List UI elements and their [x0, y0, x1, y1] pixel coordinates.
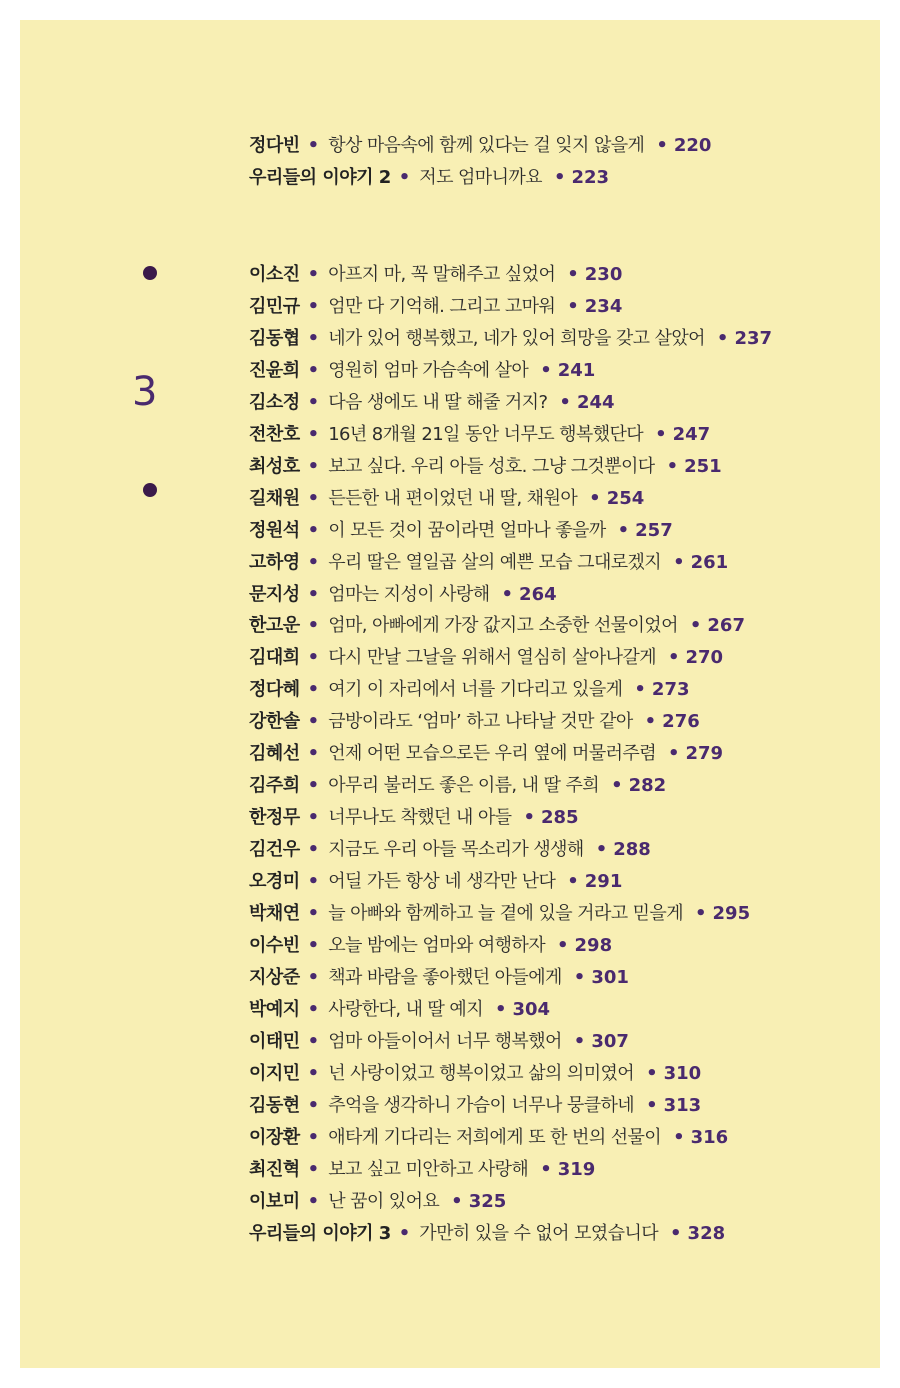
toc-entry-page-number: 264	[519, 584, 557, 605]
toc-entry-page-number: 230	[584, 264, 623, 285]
toc-entry-author: 김동현	[249, 1095, 300, 1116]
toc-entry-title: 추억을 생각하니 가슴이 너무나 뭉클하네	[328, 1095, 635, 1116]
toc-entry-author: 김민규	[249, 296, 300, 317]
toc-entry-title: 엄마 아들이어서 너무 행복했어	[328, 1031, 562, 1052]
toc-entry-page-number: 244	[576, 392, 615, 413]
bullet-separator-icon: •	[307, 328, 320, 349]
toc-entry-title: 든든한 내 편이었던 내 딸, 채원아	[328, 488, 578, 509]
bullet-separator-icon: •	[646, 1095, 658, 1116]
toc-entry-title: 아무리 불러도 좋은 이름, 내 딸 주희	[328, 775, 600, 796]
toc-entry-page-number: 223	[571, 167, 610, 188]
toc-entry-author: 길채원	[249, 488, 300, 509]
bullet-separator-icon: •	[307, 1127, 320, 1148]
toc-entry-title: 어딜 가든 항상 네 생각만 난다	[328, 871, 556, 892]
toc-entry-page-number: 295	[712, 903, 751, 924]
toc-entry	[249, 837, 651, 863]
toc-entry-page-number: 310	[663, 1063, 702, 1084]
toc-entry-page-number: 288	[613, 839, 651, 860]
toc-entry	[249, 869, 622, 895]
toc-entry	[249, 133, 711, 159]
bullet-separator-icon: •	[307, 999, 320, 1020]
toc-entry	[249, 677, 690, 703]
toc-entry-page-number: 241	[557, 360, 596, 381]
toc-entry-author: 최진혁	[249, 1159, 300, 1180]
bullet-separator-icon: •	[307, 424, 320, 445]
toc-entry-page-number: 313	[663, 1095, 702, 1116]
toc-entry-author: 문지성	[249, 584, 300, 605]
bullet-separator-icon: •	[307, 711, 320, 732]
bullet-separator-icon: •	[655, 424, 667, 445]
bullet-separator-icon: •	[307, 584, 320, 605]
toc-entry-author: 이보미	[249, 1191, 300, 1212]
bullet-separator-icon: •	[307, 967, 320, 988]
bullet-separator-icon: •	[307, 775, 320, 796]
toc-entry-title: 애타게 기다리는 저희에게 또 한 번의 선물이	[328, 1127, 662, 1148]
bullet-separator-icon: •	[307, 1063, 320, 1084]
toc-entry-page-number: 307	[591, 1031, 629, 1052]
bullet-separator-icon: •	[307, 552, 320, 573]
toc-entry-author: 정다혜	[249, 679, 300, 700]
bullet-separator-icon: •	[494, 999, 507, 1020]
bullet-separator-icon: •	[670, 1223, 682, 1244]
toc-entry-page-number: 285	[540, 807, 579, 828]
toc-entry-title: 늘 아빠와 함께하고 늘 곁에 있을 거라고 믿을게	[328, 903, 684, 924]
toc-entry-author: 김건우	[249, 839, 300, 860]
toc-entry-page-number: 234	[584, 296, 623, 317]
toc-page	[20, 20, 880, 1368]
toc-entry-author: 전찬호	[249, 424, 300, 445]
toc-entry-page-number: 273	[651, 679, 690, 700]
bullet-separator-icon: •	[307, 296, 320, 317]
toc-entry-title: 16년 8개월 21일 동안 너무도 행복했단다	[328, 424, 644, 445]
toc-entry-page-number: 257	[635, 520, 673, 541]
part-marker-dot-top	[143, 266, 157, 280]
bullet-separator-icon: •	[307, 1159, 320, 1180]
toc-entry	[249, 613, 745, 639]
toc-entry	[249, 1157, 595, 1183]
bullet-separator-icon: •	[540, 360, 552, 381]
toc-entry	[249, 1029, 629, 1055]
bullet-separator-icon: •	[307, 135, 320, 156]
toc-entry-title: 네가 있어 행복했고, 네가 있어 희망을 갖고 살았어	[328, 328, 705, 349]
bullet-separator-icon: •	[451, 1191, 463, 1212]
bullet-separator-icon: •	[695, 903, 707, 924]
toc-entry-page-number: 237	[734, 328, 773, 349]
toc-entry	[249, 805, 579, 831]
toc-entry-page-number: 220	[673, 135, 712, 156]
bullet-separator-icon: •	[307, 903, 320, 924]
toc-entry	[249, 965, 629, 991]
toc-entry-page-number: 298	[574, 935, 613, 956]
bullet-separator-icon: •	[307, 615, 320, 636]
toc-entry-title: 여기 이 자리에서 너를 기다리고 있을게	[328, 679, 623, 700]
toc-entry-title: 엄마는 지성이 사랑해	[328, 584, 490, 605]
toc-entry-page-number: 325	[468, 1191, 507, 1212]
bullet-separator-icon: •	[573, 967, 586, 988]
bullet-separator-icon: •	[644, 711, 657, 732]
toc-entry	[249, 1061, 701, 1087]
toc-entry-page-number: 319	[557, 1159, 596, 1180]
toc-entry-author: 강한솔	[249, 711, 300, 732]
toc-entry	[249, 390, 615, 416]
toc-entry-page-number: 282	[628, 775, 667, 796]
bullet-separator-icon: •	[559, 392, 571, 413]
bullet-separator-icon: •	[307, 839, 320, 860]
bullet-separator-icon: •	[716, 328, 729, 349]
toc-entry-page-number: 316	[690, 1127, 729, 1148]
toc-entry-author: 한정무	[249, 807, 300, 828]
bullet-separator-icon: •	[595, 839, 608, 860]
toc-entry-title: 우리 딸은 열일곱 살의 예쁜 모습 그대로겠지	[328, 552, 662, 573]
part-marker-dot-bottom	[143, 483, 157, 497]
toc-entry	[249, 1093, 701, 1119]
bullet-separator-icon: •	[656, 135, 668, 156]
toc-entry-title: 사랑한다, 내 딸 예지	[328, 999, 483, 1020]
toc-entry-page-number: 251	[684, 456, 722, 477]
toc-entry-title: 지금도 우리 아들 목소리가 생생해	[328, 839, 584, 860]
toc-entry	[249, 294, 622, 320]
toc-entry-title: 다시 만날 그날을 위해서 열심히 살아나갈게	[328, 647, 656, 668]
bullet-separator-icon: •	[689, 615, 702, 636]
bullet-separator-icon: •	[611, 775, 623, 796]
toc-entry-title: 언제 어떤 모습으로든 우리 옆에 머물러주렴	[328, 743, 656, 764]
bullet-separator-icon: •	[398, 1223, 411, 1244]
bullet-separator-icon: •	[667, 743, 680, 764]
bullet-separator-icon: •	[307, 871, 320, 892]
toc-entry-page-number: 291	[584, 871, 623, 892]
bullet-separator-icon: •	[617, 520, 630, 541]
bullet-separator-icon: •	[307, 743, 320, 764]
bullet-separator-icon: •	[307, 679, 320, 700]
toc-entry-page-number: 267	[707, 615, 745, 636]
toc-entry	[249, 326, 772, 352]
toc-entry-author: 김소정	[249, 392, 300, 413]
toc-entry	[249, 358, 595, 384]
bullet-separator-icon: •	[553, 167, 566, 188]
toc-entry	[249, 709, 700, 735]
toc-entry	[249, 1221, 725, 1247]
bullet-separator-icon: •	[634, 679, 646, 700]
toc-entry-author: 오경미	[249, 871, 300, 892]
bullet-separator-icon: •	[666, 456, 679, 477]
toc-entry-page-number: 247	[672, 424, 711, 445]
toc-entry-author: 김주희	[249, 775, 300, 796]
toc-entry-page-number: 270	[685, 647, 724, 668]
toc-entry-title: 항상 마음속에 함께 있다는 걸 잊지 않을게	[328, 135, 645, 156]
toc-entry-author: 이소진	[249, 264, 300, 285]
bullet-separator-icon: •	[501, 584, 514, 605]
toc-entry-title: 책과 바람을 좋아했던 아들에게	[328, 967, 562, 988]
bullet-separator-icon: •	[557, 935, 569, 956]
toc-entry	[249, 645, 723, 671]
bullet-separator-icon: •	[540, 1159, 552, 1180]
toc-entry-author: 우리들의 이야기 3	[249, 1223, 391, 1244]
toc-entry-author: 우리들의 이야기 2	[249, 167, 391, 188]
toc-entry-author: 김대희	[249, 647, 300, 668]
toc-entry	[249, 518, 673, 544]
toc-entry-page-number: 261	[690, 552, 729, 573]
bullet-separator-icon: •	[307, 456, 320, 477]
toc-entry	[249, 422, 710, 448]
toc-entry	[249, 901, 750, 927]
toc-entry-title: 보고 싶다. 우리 아들 성호. 그냥 그것뿐이다	[328, 456, 655, 477]
toc-entry-title: 저도 엄마니까요	[419, 167, 542, 188]
bullet-separator-icon: •	[567, 296, 579, 317]
bullet-separator-icon: •	[673, 552, 685, 573]
toc-entry-title: 보고 싶고 미안하고 사랑해	[328, 1159, 529, 1180]
bullet-separator-icon: •	[573, 1031, 586, 1052]
toc-entry-author: 이수빈	[249, 935, 300, 956]
toc-entry	[249, 486, 644, 512]
toc-entry-title: 다음 생에도 내 딸 해줄 거지?	[328, 392, 548, 413]
toc-entry-title: 아프지 마, 꼭 말해주고 싶었어	[328, 264, 556, 285]
bullet-separator-icon: •	[307, 392, 320, 413]
bullet-separator-icon: •	[307, 1031, 320, 1052]
toc-entry-title: 넌 사랑이었고 행복이었고 삶의 의미였어	[328, 1063, 635, 1084]
bullet-separator-icon: •	[567, 871, 579, 892]
toc-entry-title: 너무나도 착했던 내 아들	[328, 807, 512, 828]
bullet-separator-icon: •	[646, 1063, 658, 1084]
toc-entry-author: 정원석	[249, 520, 300, 541]
toc-entry-author: 김혜선	[249, 743, 300, 764]
bullet-separator-icon: •	[567, 264, 579, 285]
toc-entry-author: 한고운	[249, 615, 300, 636]
toc-entry-author: 박예지	[249, 999, 300, 1020]
bullet-separator-icon: •	[307, 807, 320, 828]
toc-entry-title: 난 꿈이 있어요	[328, 1191, 440, 1212]
bullet-separator-icon: •	[307, 647, 320, 668]
toc-entry-author: 진윤희	[249, 360, 300, 381]
toc-entry	[249, 741, 723, 767]
bullet-separator-icon: •	[398, 167, 411, 188]
bullet-separator-icon: •	[589, 488, 601, 509]
toc-entry	[249, 1125, 728, 1151]
toc-entry-page-number: 301	[591, 967, 629, 988]
toc-entry-author: 이장환	[249, 1127, 300, 1148]
bullet-separator-icon: •	[307, 1095, 320, 1116]
bullet-separator-icon: •	[667, 647, 680, 668]
toc-entry-title: 금방이라도 ‘엄마’ 하고 나타날 것만 같아	[328, 711, 633, 732]
toc-entry-title: 엄만 다 기억해. 그리고 고마워	[328, 296, 556, 317]
toc-entry-author: 정다빈	[249, 135, 300, 156]
bullet-separator-icon: •	[307, 488, 320, 509]
toc-entry	[249, 262, 622, 288]
toc-entry-author: 박채연	[249, 903, 300, 924]
toc-entry-page-number: 304	[512, 999, 551, 1020]
toc-entry-title: 오늘 밤에는 엄마와 여행하자	[328, 935, 546, 956]
bullet-separator-icon: •	[307, 1191, 320, 1212]
toc-entry	[249, 550, 728, 576]
toc-entry	[249, 997, 550, 1023]
toc-entry-author: 고하영	[249, 552, 300, 573]
toc-entry-author: 이지민	[249, 1063, 300, 1084]
toc-entry-page-number: 279	[685, 743, 724, 764]
toc-entry-author: 최성호	[249, 456, 300, 477]
toc-entry	[249, 1189, 506, 1215]
toc-entry-title: 영원히 엄마 가슴속에 살아	[328, 360, 529, 381]
toc-entry-author: 김동협	[249, 328, 300, 349]
toc-entry	[249, 773, 666, 799]
toc-entry-page-number: 328	[687, 1223, 726, 1244]
part-number: 3	[132, 369, 158, 415]
bullet-separator-icon: •	[307, 264, 320, 285]
bullet-separator-icon: •	[523, 807, 535, 828]
toc-entry	[249, 582, 557, 608]
toc-entry-author: 지상준	[249, 967, 300, 988]
toc-entry	[249, 165, 609, 191]
toc-entry-title: 이 모든 것이 꿈이라면 얼마나 좋을까	[328, 520, 606, 541]
toc-entry	[249, 933, 612, 959]
bullet-separator-icon: •	[307, 520, 320, 541]
toc-entry-title: 엄마, 아빠에게 가장 값지고 소중한 선물이었어	[328, 615, 678, 636]
bullet-separator-icon: •	[307, 935, 320, 956]
toc-entry	[249, 454, 722, 480]
bullet-separator-icon: •	[673, 1127, 685, 1148]
toc-entry-page-number: 276	[662, 711, 700, 732]
toc-entry-title: 가만히 있을 수 없어 모였습니다	[419, 1223, 659, 1244]
bullet-separator-icon: •	[307, 360, 320, 381]
toc-entry-page-number: 254	[606, 488, 645, 509]
toc-entry-author: 이태민	[249, 1031, 300, 1052]
